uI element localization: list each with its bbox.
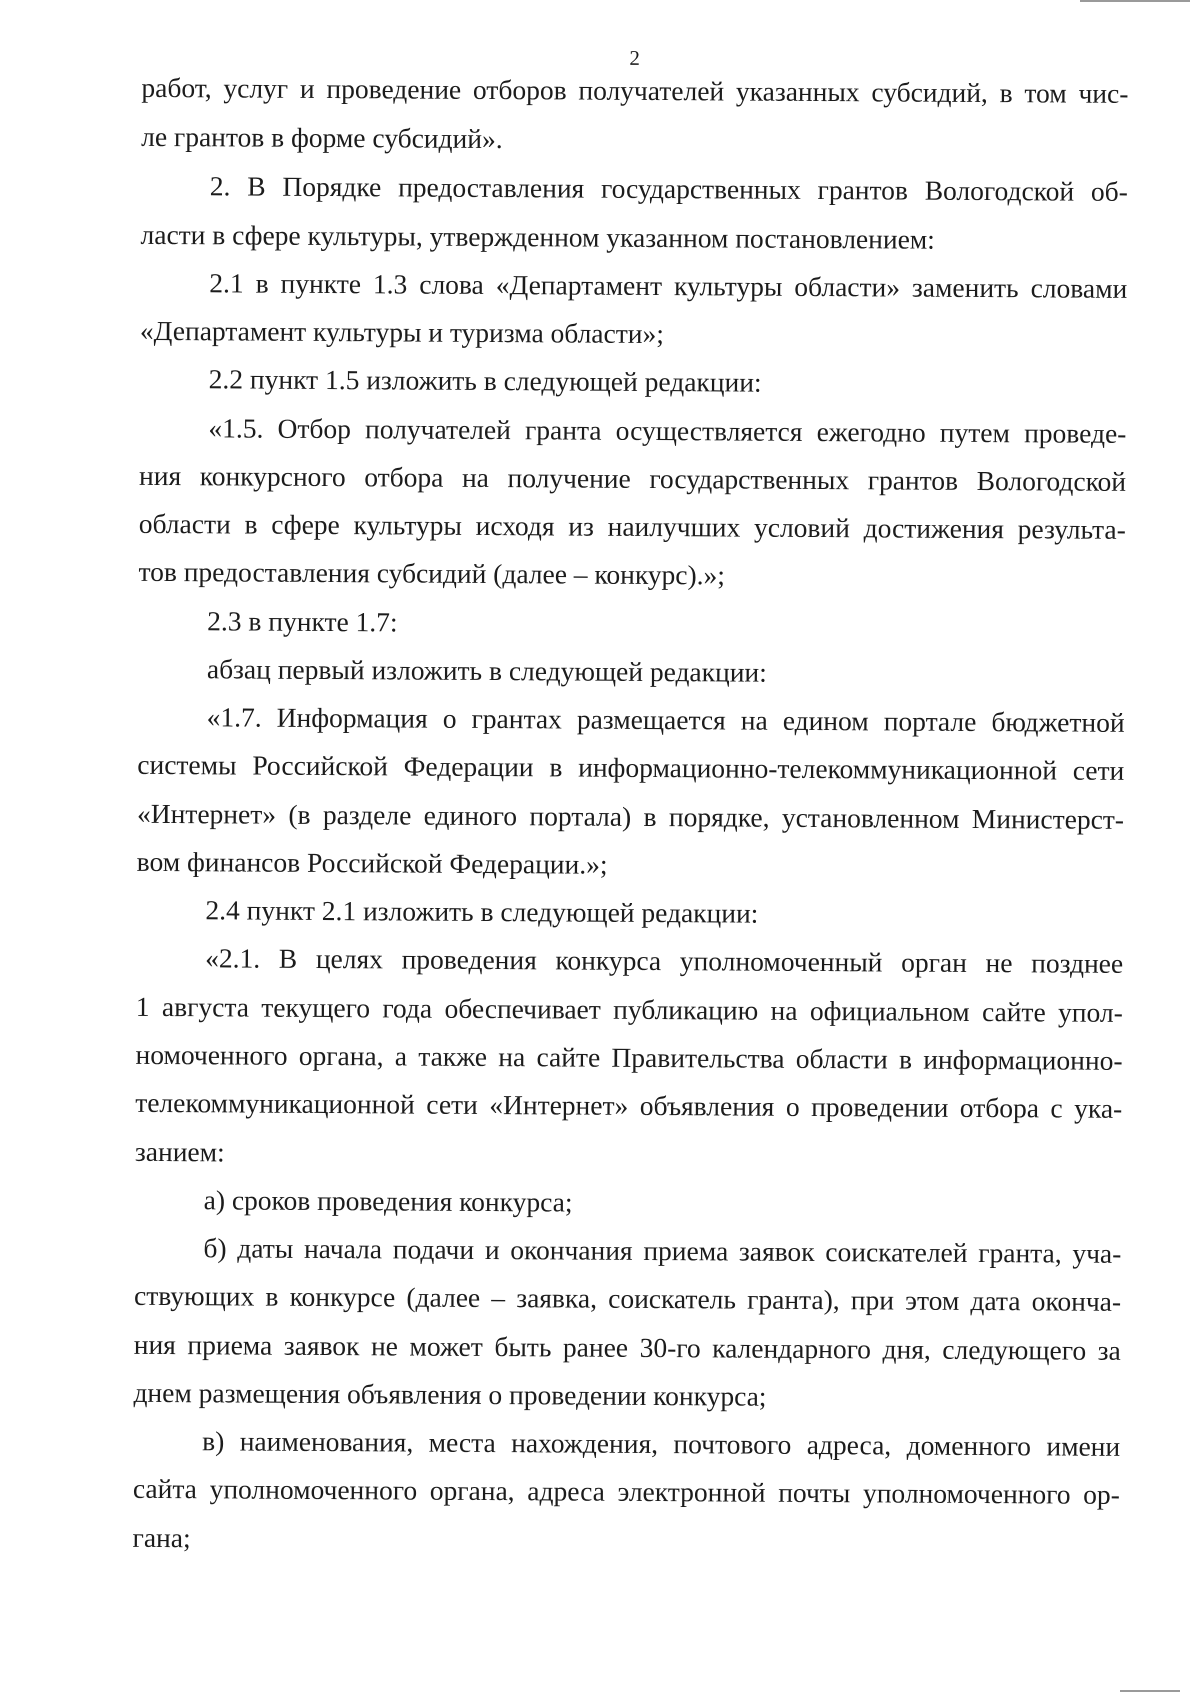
text-line: ствующих в конкурсе (далее – заявка, соискатель гранта), при этом дата оконча- (133, 1279, 1122, 1317)
text-line: б) даты начала подачи и окончания приема заявок соискателей гранта, уча- (203, 1232, 1122, 1269)
text-line: 2.4 пункт 2.1 изложить в следующей редакции: (205, 894, 759, 929)
text-line: 2. В Порядке предоставления государственных грантов Вологодской об- (209, 170, 1128, 207)
text-line: ния приема заявок не может быть ранее 30-го календарного дня, следующего за (133, 1328, 1121, 1366)
text-line: телекоммуникационной сети «Интернет» объявления о проведении отбора с ука- (135, 1086, 1123, 1124)
text-line: ния конкурсного отбора на получение государственных грантов Вологодской (139, 459, 1127, 497)
text-line: «Департамент культуры и туризма области»; (139, 314, 665, 350)
text-line: тов предоставления субсидий (далее – конкурс).»; (138, 555, 726, 591)
text-line: абзац первый изложить в следующей редакции: (206, 653, 767, 688)
text-line: а) сроков проведения конкурса; (203, 1184, 573, 1218)
text-line: ласти в сфере культуры, утвержденном указанном постановлением: (140, 218, 935, 255)
text-line: «Интернет» (в разделе единого портала) в порядке, установленном Министерст- (136, 797, 1125, 835)
text-line: 2.1 в пункте 1.3 слова «Департамент культуры области» заменить словами (209, 267, 1128, 304)
text-line: 2.3 в пункте 1.7: (207, 605, 398, 638)
text-line: занием: (134, 1135, 225, 1168)
text-line: области в сфере культуры исходя из наилучших условий достижения результа- (138, 507, 1126, 545)
text-line: в) наименования, места нахождения, почтового адреса, доменного имени (202, 1425, 1121, 1462)
scan-artifact-bottom-right (1120, 1690, 1180, 1692)
text-line: 2.2 пункт 1.5 изложить в следующей редакции: (208, 363, 762, 398)
text-line: работ, услуг и проведение отборов получателей указанных субсидий, в том чис- (141, 71, 1129, 109)
text-line: гана; (132, 1521, 191, 1554)
text-line: вом финансов Российской Федерации.»; (136, 845, 608, 880)
scan-artifact-top-right (1080, 0, 1190, 2)
text-line: ле грантов в форме субсидий». (141, 120, 503, 155)
text-line: номоченного органа, а также на сайте Правительства области в информационно- (135, 1038, 1123, 1076)
text-line: «1.5. Отбор получателей гранта осуществляется ежегодно путем проведе- (208, 412, 1127, 449)
text-line: «2.1. В целях проведения конкурса уполномоченный орган не позднее (205, 942, 1124, 979)
text-line: системы Российской Федерации в информационно-телекоммуникационной сети (137, 748, 1125, 786)
text-line: «1.7. Информация о грантах размещается на едином портале бюджетной (206, 701, 1125, 738)
text-line: 1 августа текущего года обеспечивает публикацию на официальном сайте упол- (135, 990, 1123, 1028)
text-line: днем размещения объявления о проведении конкурса; (133, 1376, 767, 1412)
page-number: 2 (629, 45, 640, 70)
text-line: сайта уполномоченного органа, адреса электронной почты уполномоченного ор- (132, 1472, 1120, 1510)
